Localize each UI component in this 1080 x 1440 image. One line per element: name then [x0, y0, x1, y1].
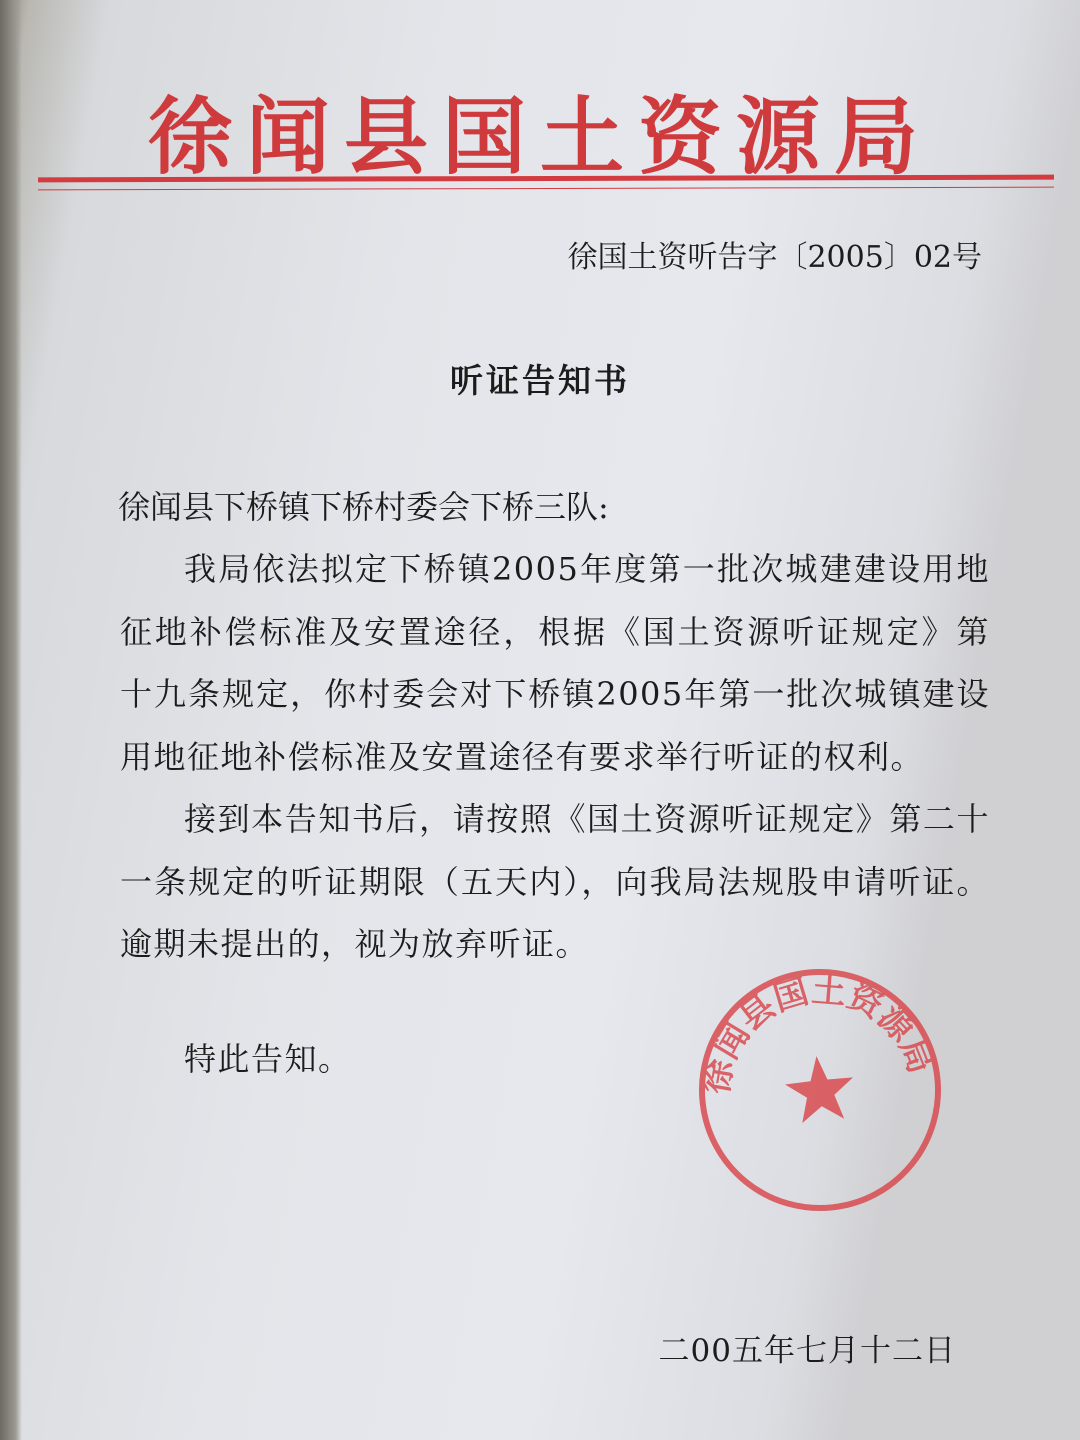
page-shadow-edge	[0, 0, 22, 1440]
agency-letterhead-title: 徐闻县国土资源局	[147, 87, 932, 186]
document-heading: 听证告知书	[450, 361, 630, 400]
body-paragraph-2: 接到本告知书后，请按照《国土资源听证规定》第二十一条规定的听证期限（五天内），向我局法规股申请听证。逾期未提出的，视为放弃听证。	[120, 800, 990, 963]
seal-star-icon	[782, 1053, 857, 1125]
document-number: 徐国土资听告字〔2005〕02号	[567, 240, 982, 275]
body-paragraph-1: 我局依法拟定下桥镇2005年度第一批次城建建设用地征地补偿标准及安置途径，根据《国土资源听证规定》第十九条规定，你村委会对下桥镇2005年第一批次城镇建设用地征地补偿标准及安置途径有要求举行听证的权利。	[120, 550, 990, 776]
seal-text: 徐闻县国土资源局	[696, 970, 941, 1097]
official-seal-stamp	[679, 949, 960, 1230]
document-date: 二00五年七月十二日	[658, 1333, 956, 1369]
document-body	[120, 538, 990, 976]
addressee-line: 徐闻县下桥镇下桥村委会下桥三队:	[118, 488, 609, 526]
closing-remark: 特此告知。	[184, 1040, 352, 1078]
